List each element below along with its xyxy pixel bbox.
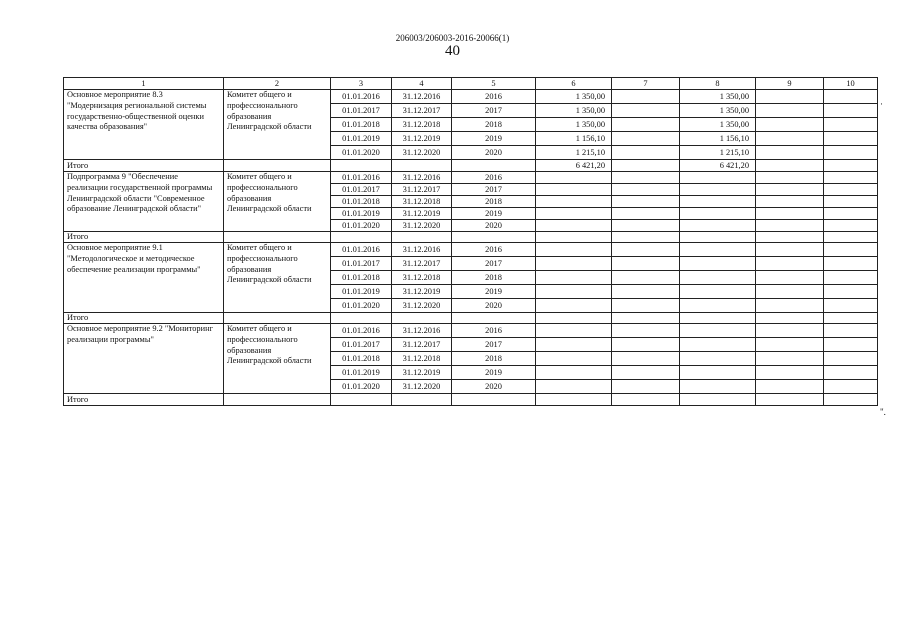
year-cell: 2018: [452, 118, 536, 132]
amount-cell: [612, 352, 680, 366]
amount-cell: [756, 104, 824, 118]
amount-cell: [824, 220, 878, 232]
column-number-cell: 10: [824, 78, 878, 90]
total-amount-cell: [680, 394, 756, 406]
year-cell: 2019: [452, 366, 536, 380]
end-date-cell: 31.12.2017: [392, 184, 452, 196]
year-cell: 2020: [452, 146, 536, 160]
amount-cell: [824, 366, 878, 380]
program-description-cell: Основное мероприятие 9.2 "Мониторинг реализации программы": [64, 324, 224, 394]
responsible-org-cell: Комитет общего и профессионального образования Ленинградской области: [224, 172, 331, 232]
start-date-cell: 01.01.2019: [331, 285, 392, 299]
amount-cell: [824, 118, 878, 132]
start-date-cell: 01.01.2017: [331, 257, 392, 271]
amount-cell: [756, 208, 824, 220]
start-date-cell: 01.01.2020: [331, 146, 392, 160]
start-date-cell: 01.01.2016: [331, 90, 392, 104]
margin-mark: ·: [880, 99, 883, 109]
start-date-cell: 01.01.2020: [331, 380, 392, 394]
amount-cell: [612, 90, 680, 104]
amount-cell: [612, 208, 680, 220]
amount-cell: [824, 324, 878, 338]
end-date-cell: 31.12.2019: [392, 285, 452, 299]
amount-cell: [824, 338, 878, 352]
amount-cell: [680, 366, 756, 380]
end-date-cell: 31.12.2017: [392, 104, 452, 118]
amount-cell: [612, 366, 680, 380]
amount-cell: [612, 285, 680, 299]
amount-cell: [824, 90, 878, 104]
page-number: 40: [445, 43, 460, 59]
start-date-cell: 01.01.2019: [331, 208, 392, 220]
empty-cell: [224, 394, 331, 406]
amount-cell: [824, 184, 878, 196]
total-amount-cell: 6 421,20: [680, 160, 756, 172]
amount-cell: [536, 271, 612, 285]
amount-cell: [824, 380, 878, 394]
amount-cell: 1 350,00: [536, 118, 612, 132]
amount-cell: 1 156,10: [680, 132, 756, 146]
amount-cell: [824, 243, 878, 257]
column-number-cell: 3: [331, 78, 392, 90]
amount-cell: [536, 366, 612, 380]
amount-cell: 1 215,10: [536, 146, 612, 160]
start-date-cell: 01.01.2017: [331, 104, 392, 118]
amount-cell: [824, 257, 878, 271]
amount-cell: [756, 380, 824, 394]
column-number-cell: 8: [680, 78, 756, 90]
total-row: [64, 160, 878, 172]
start-date-cell: 01.01.2020: [331, 220, 392, 232]
table-row: [64, 243, 878, 257]
amount-cell: 1 156,10: [536, 132, 612, 146]
year-cell: 2017: [452, 257, 536, 271]
empty-cell: [392, 394, 452, 406]
column-number-cell: 2: [224, 78, 331, 90]
responsible-org-cell: Комитет общего и профессионального образования Ленинградской области: [224, 324, 331, 394]
year-cell: 2018: [452, 352, 536, 366]
year-cell: 2020: [452, 220, 536, 232]
amount-cell: [756, 366, 824, 380]
start-date-cell: 01.01.2016: [331, 324, 392, 338]
amount-cell: [824, 172, 878, 184]
end-date-cell: 31.12.2019: [392, 366, 452, 380]
total-amount-cell: [536, 394, 612, 406]
year-cell: 2017: [452, 338, 536, 352]
amount-cell: [756, 271, 824, 285]
amount-cell: 1 215,10: [680, 146, 756, 160]
amount-cell: [680, 380, 756, 394]
amount-cell: [680, 184, 756, 196]
empty-cell: [392, 313, 452, 324]
amount-cell: [612, 104, 680, 118]
column-number-cell: 5: [452, 78, 536, 90]
amount-cell: [680, 172, 756, 184]
amount-cell: [680, 220, 756, 232]
total-amount-cell: [824, 394, 878, 406]
program-description-cell: Подпрограмма 9 "Обеспечение реализации государственной программы Ленинградской области "Современное образование Ленинградской области": [64, 172, 224, 232]
year-cell: 2020: [452, 299, 536, 313]
amount-cell: [680, 257, 756, 271]
total-row: [64, 394, 878, 406]
empty-cell: [452, 160, 536, 172]
total-amount-cell: [824, 232, 878, 243]
end-date-cell: 31.12.2016: [392, 324, 452, 338]
year-cell: 2016: [452, 324, 536, 338]
responsible-org-cell: Комитет общего и профессионального образования Ленинградской области: [224, 243, 331, 313]
total-row: [64, 313, 878, 324]
amount-cell: [824, 208, 878, 220]
empty-cell: [392, 232, 452, 243]
year-cell: 2017: [452, 184, 536, 196]
end-date-cell: 31.12.2016: [392, 243, 452, 257]
total-amount-cell: [612, 160, 680, 172]
amount-cell: [680, 271, 756, 285]
amount-cell: [680, 243, 756, 257]
year-cell: 2019: [452, 208, 536, 220]
year-cell: 2016: [452, 90, 536, 104]
total-amount-cell: [612, 232, 680, 243]
empty-cell: [331, 313, 392, 324]
amount-cell: [612, 118, 680, 132]
empty-cell: [452, 232, 536, 243]
amount-cell: [536, 243, 612, 257]
amount-cell: [756, 285, 824, 299]
start-date-cell: 01.01.2020: [331, 299, 392, 313]
amount-cell: [824, 146, 878, 160]
amount-cell: [536, 172, 612, 184]
amount-cell: [680, 338, 756, 352]
amount-cell: [612, 338, 680, 352]
amount-cell: [680, 285, 756, 299]
start-date-cell: 01.01.2016: [331, 172, 392, 184]
amount-cell: [680, 324, 756, 338]
table-header: [64, 78, 878, 90]
total-amount-cell: [756, 160, 824, 172]
amount-cell: [612, 146, 680, 160]
amount-cell: [756, 338, 824, 352]
column-number-row: [64, 78, 878, 90]
year-cell: 2017: [452, 104, 536, 118]
amount-cell: [536, 324, 612, 338]
year-cell: 2016: [452, 172, 536, 184]
end-date-cell: 31.12.2018: [392, 271, 452, 285]
total-label-cell: Итого: [64, 313, 224, 324]
amount-cell: [756, 118, 824, 132]
end-date-cell: 31.12.2016: [392, 90, 452, 104]
end-date-cell: 31.12.2020: [392, 220, 452, 232]
total-amount-cell: [756, 313, 824, 324]
amount-cell: [612, 299, 680, 313]
end-date-cell: 31.12.2020: [392, 299, 452, 313]
document-id: 206003/206003-2016-20066(1): [395, 33, 510, 43]
start-date-cell: 01.01.2018: [331, 118, 392, 132]
amount-cell: [612, 196, 680, 208]
amount-cell: [756, 90, 824, 104]
amount-cell: [756, 220, 824, 232]
total-amount-cell: [680, 313, 756, 324]
amount-cell: [824, 271, 878, 285]
end-date-cell: 31.12.2017: [392, 257, 452, 271]
end-date-cell: 31.12.2018: [392, 352, 452, 366]
year-cell: 2018: [452, 271, 536, 285]
end-date-cell: 31.12.2018: [392, 196, 452, 208]
amount-cell: [536, 184, 612, 196]
start-date-cell: 01.01.2019: [331, 366, 392, 380]
amount-cell: [536, 208, 612, 220]
table-row: [64, 324, 878, 338]
amount-cell: [612, 184, 680, 196]
responsible-org-cell: Комитет общего и профессионального образования Ленинградской области: [224, 90, 331, 160]
year-cell: 2018: [452, 196, 536, 208]
end-date-cell: 31.12.2016: [392, 172, 452, 184]
table-row: [64, 172, 878, 184]
amount-cell: [756, 196, 824, 208]
program-description-cell: Основное мероприятие 9.1 "Методологическое и методическое обеспечение реализации программы": [64, 243, 224, 313]
amount-cell: [756, 146, 824, 160]
year-cell: 2019: [452, 285, 536, 299]
total-amount-cell: [680, 232, 756, 243]
start-date-cell: 01.01.2019: [331, 132, 392, 146]
amount-cell: [536, 220, 612, 232]
amount-cell: [536, 380, 612, 394]
year-cell: 2019: [452, 132, 536, 146]
amount-cell: 1 350,00: [680, 104, 756, 118]
total-amount-cell: [536, 313, 612, 324]
amount-cell: 1 350,00: [536, 90, 612, 104]
empty-cell: [331, 232, 392, 243]
amount-cell: [612, 324, 680, 338]
column-number-cell: 1: [64, 78, 224, 90]
budget-table: [63, 77, 878, 406]
end-date-cell: 31.12.2017: [392, 338, 452, 352]
amount-cell: [756, 184, 824, 196]
amount-cell: [756, 132, 824, 146]
program-description-cell: Основное мероприятие 8.3 "Модернизация региональной системы государственно-общественной оценки качества образования": [64, 90, 224, 160]
end-date-cell: 31.12.2019: [392, 208, 452, 220]
amount-cell: [536, 338, 612, 352]
start-date-cell: 01.01.2018: [331, 271, 392, 285]
end-date-cell: 31.12.2020: [392, 146, 452, 160]
amount-cell: 1 350,00: [680, 118, 756, 132]
total-amount-cell: [756, 232, 824, 243]
amount-cell: [612, 271, 680, 285]
empty-cell: [331, 160, 392, 172]
empty-cell: [392, 160, 452, 172]
empty-cell: [452, 394, 536, 406]
amount-cell: [824, 299, 878, 313]
empty-cell: [224, 232, 331, 243]
year-cell: 2016: [452, 243, 536, 257]
total-amount-cell: [536, 232, 612, 243]
empty-cell: [224, 160, 331, 172]
amount-cell: [612, 380, 680, 394]
amount-cell: [756, 172, 824, 184]
total-amount-cell: [756, 394, 824, 406]
amount-cell: [756, 243, 824, 257]
amount-cell: [824, 352, 878, 366]
total-label-cell: Итого: [64, 160, 224, 172]
total-label-cell: Итого: [64, 394, 224, 406]
amount-cell: [756, 299, 824, 313]
closing-quote-mark: ".: [880, 407, 886, 417]
amount-cell: [680, 299, 756, 313]
start-date-cell: 01.01.2017: [331, 184, 392, 196]
start-date-cell: 01.01.2016: [331, 243, 392, 257]
table-row: [64, 90, 878, 104]
amount-cell: [612, 172, 680, 184]
amount-cell: [824, 132, 878, 146]
total-amount-cell: 6 421,20: [536, 160, 612, 172]
amount-cell: 1 350,00: [680, 90, 756, 104]
year-cell: 2020: [452, 380, 536, 394]
amount-cell: [536, 299, 612, 313]
total-label-cell: Итого: [64, 232, 224, 243]
amount-cell: [824, 104, 878, 118]
empty-cell: [224, 313, 331, 324]
amount-cell: [756, 324, 824, 338]
start-date-cell: 01.01.2017: [331, 338, 392, 352]
amount-cell: [612, 220, 680, 232]
empty-cell: [331, 394, 392, 406]
column-number-cell: 7: [612, 78, 680, 90]
amount-cell: [536, 257, 612, 271]
amount-cell: 1 350,00: [536, 104, 612, 118]
total-amount-cell: [612, 394, 680, 406]
total-amount-cell: [612, 313, 680, 324]
amount-cell: [612, 257, 680, 271]
empty-cell: [452, 313, 536, 324]
total-amount-cell: [824, 313, 878, 324]
amount-cell: [756, 352, 824, 366]
amount-cell: [680, 352, 756, 366]
end-date-cell: 31.12.2019: [392, 132, 452, 146]
total-amount-cell: [824, 160, 878, 172]
amount-cell: [824, 285, 878, 299]
column-number-cell: 4: [392, 78, 452, 90]
end-date-cell: 31.12.2018: [392, 118, 452, 132]
column-number-cell: 9: [756, 78, 824, 90]
start-date-cell: 01.01.2018: [331, 352, 392, 366]
amount-cell: [824, 196, 878, 208]
amount-cell: [680, 208, 756, 220]
amount-cell: [612, 243, 680, 257]
amount-cell: [536, 285, 612, 299]
total-row: [64, 232, 878, 243]
start-date-cell: 01.01.2018: [331, 196, 392, 208]
amount-cell: [612, 132, 680, 146]
amount-cell: [756, 257, 824, 271]
amount-cell: [536, 196, 612, 208]
table-body: [64, 90, 878, 406]
amount-cell: [536, 352, 612, 366]
end-date-cell: 31.12.2020: [392, 380, 452, 394]
column-number-cell: 6: [536, 78, 612, 90]
amount-cell: [680, 196, 756, 208]
